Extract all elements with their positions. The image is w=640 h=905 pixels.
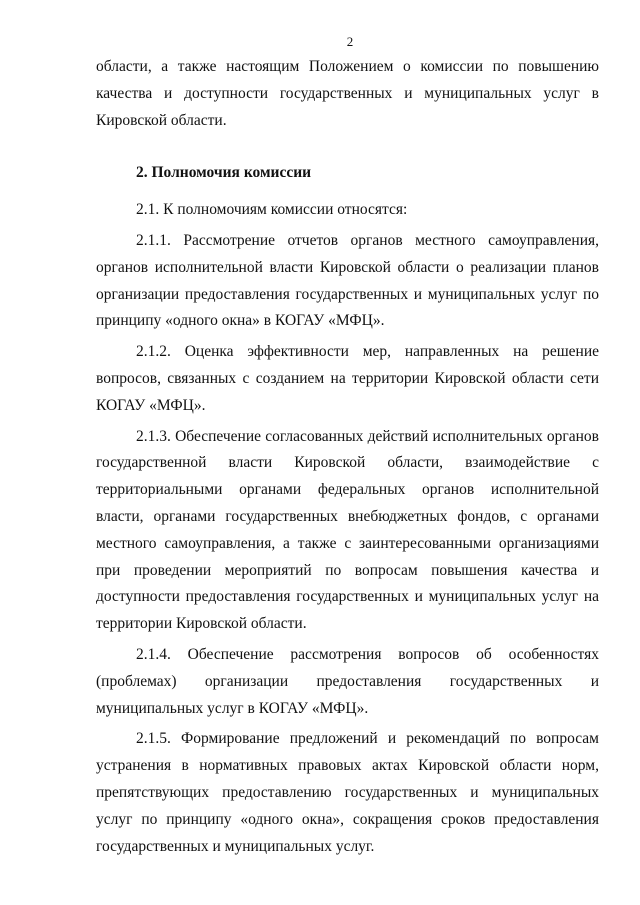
document-body [96,54,599,860]
intro-paragraph: области, а также настоящим Положением о комиссии по повышению качества и доступности государственных и муниципальных услуг в Кировской области. [96,58,599,129]
section-heading: 2. Полномочия комиссии [136,164,312,182]
paragraph-2-1: 2.1. К полномочиям комиссии относятся: [136,201,408,219]
paragraph-2-1-1: 2.1.1. Рассмотрение отчетов органов местного самоуправления, органов исполнительной власти Кировской области о реализации планов организации предоставления государственных и муниципальных услуг по принципу «одного окна» в КОГАУ «МФЦ». [96,231,599,330]
paragraph-2-1-5: 2.1.5. Формирование предложений и рекомендаций по вопросам устранения в нормативных правовых актах Кировской области норм, препятствующих предоставлению государственных и муниципальных услуг по принципу «одного окна», сокращения сроков предоставления государственных и муниципальных услуг. [96,730,599,855]
paragraph-2-1-4: 2.1.4. Обеспечение рассмотрения вопросов об особенностях (проблемах) организации предоставления государственных и муниципальных услуг в КОГАУ «МФЦ». [96,645,599,717]
paragraph-2-1-3: 2.1.3. Обеспечение согласованных действий исполнительных органов государственной власти Кировской области, взаимодействие с территориальными органами федеральных органов исполнительной власти, органами государственных внебюджетных фондов, с органами местного самоуправления, а также с заинтересованными организациями при проведении мероприятий по вопросам повышения качества и доступности предоставления государственных и муниципальных услуг на территории Кировской области. [96,427,599,633]
paragraph-2-1-2: 2.1.2. Оценка эффективности мер, направленных на решение вопросов, связанных с созданием на территории Кировской области сети КОГАУ «МФЦ». [96,343,599,414]
page-number: 2 [346,34,354,49]
